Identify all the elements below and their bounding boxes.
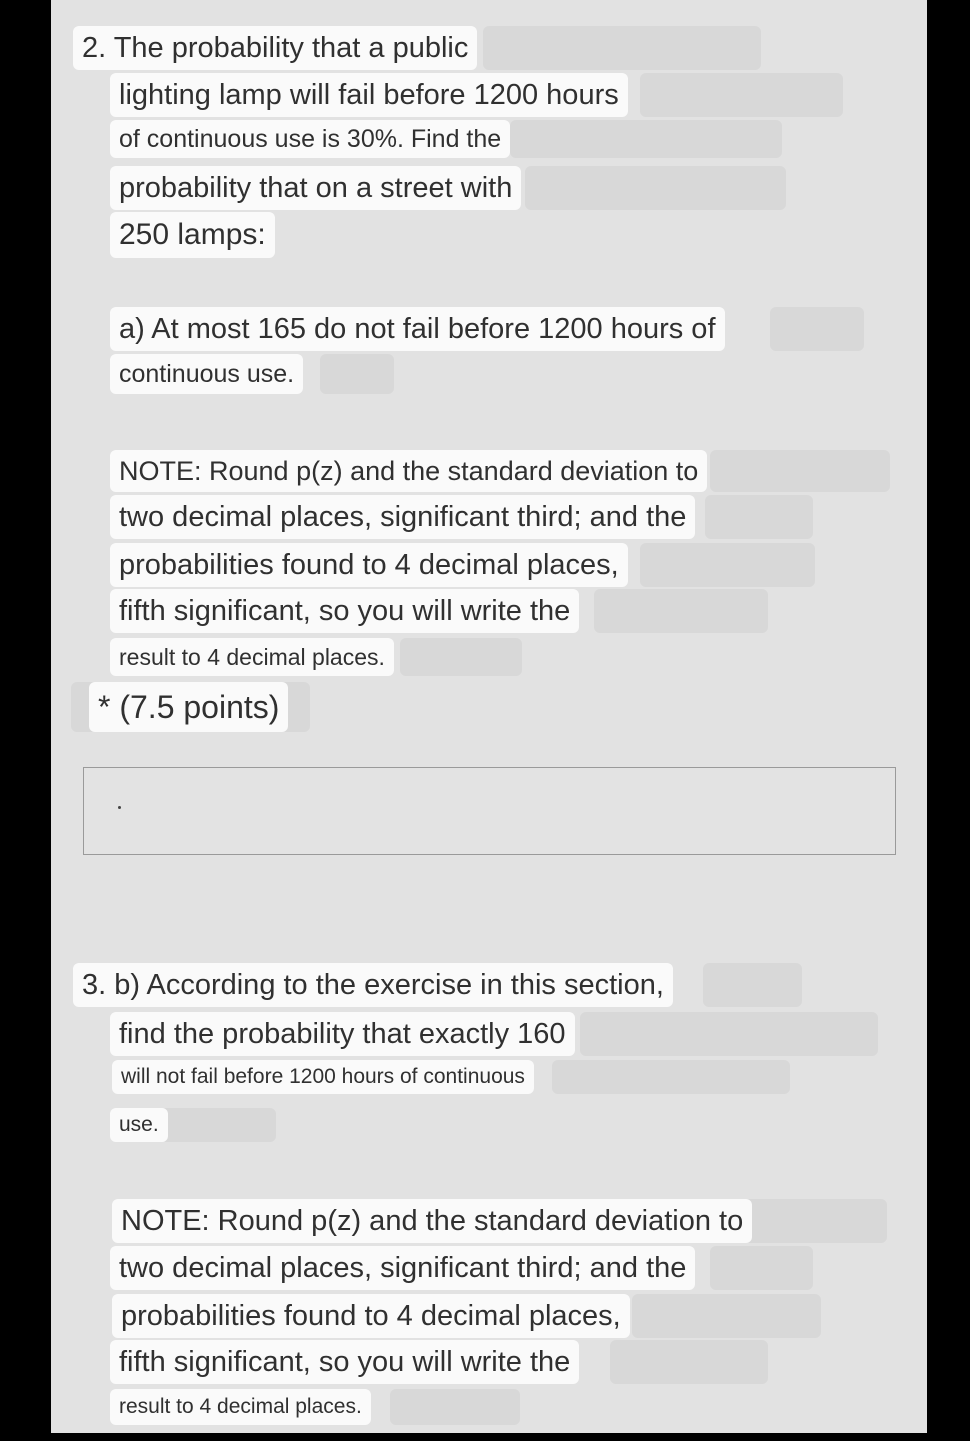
- q3-line-3: will not fail before 1200 hours of continuous: [112, 1060, 790, 1094]
- q3-note-line-2: two decimal places, significant third; and the: [110, 1246, 813, 1290]
- q2-note-line-2: two decimal places, significant third; and the: [110, 495, 813, 539]
- q2-line-3: of continuous use is 30%. Find the: [110, 120, 782, 158]
- q3-line-4: use.: [110, 1108, 276, 1142]
- points-label: * (7.5 points): [71, 682, 310, 732]
- answer-input[interactable]: [83, 767, 896, 855]
- q2-line-2: lighting lamp will fail before 1200 hours: [110, 73, 843, 117]
- q2-note-line-3: probabilities found to 4 decimal places,: [110, 543, 815, 587]
- q2-part-a-line-2: continuous use.: [110, 354, 394, 394]
- q2-line-4: probability that on a street with: [110, 166, 786, 210]
- q3-line-2: find the probability that exactly 160: [110, 1012, 878, 1056]
- q3-line-1: 3. b) According to the exercise in this section,: [73, 963, 802, 1007]
- q2-note-line-1: NOTE: Round p(z) and the standard deviation to: [110, 450, 890, 492]
- q3-note-line-3: probabilities found to 4 decimal places,: [112, 1294, 821, 1338]
- q3-note-line-1: NOTE: Round p(z) and the standard deviation to: [112, 1199, 887, 1243]
- q2-line-5: 250 lamps:: [110, 212, 288, 258]
- q2-part-a-line-1: a) At most 165 do not fail before 1200 hours of: [110, 307, 864, 351]
- q2-line-1: 2. The probability that a public: [73, 26, 761, 70]
- q2-note-line-4: fifth significant, so you will write the: [110, 589, 768, 633]
- q3-note-line-5: result to 4 decimal places.: [110, 1389, 520, 1425]
- q2-note-line-5: result to 4 decimal places.: [110, 638, 522, 676]
- question-page: [51, 0, 927, 1433]
- q3-note-line-4: fifth significant, so you will write the: [110, 1340, 768, 1384]
- answer-value-dot: [118, 806, 121, 809]
